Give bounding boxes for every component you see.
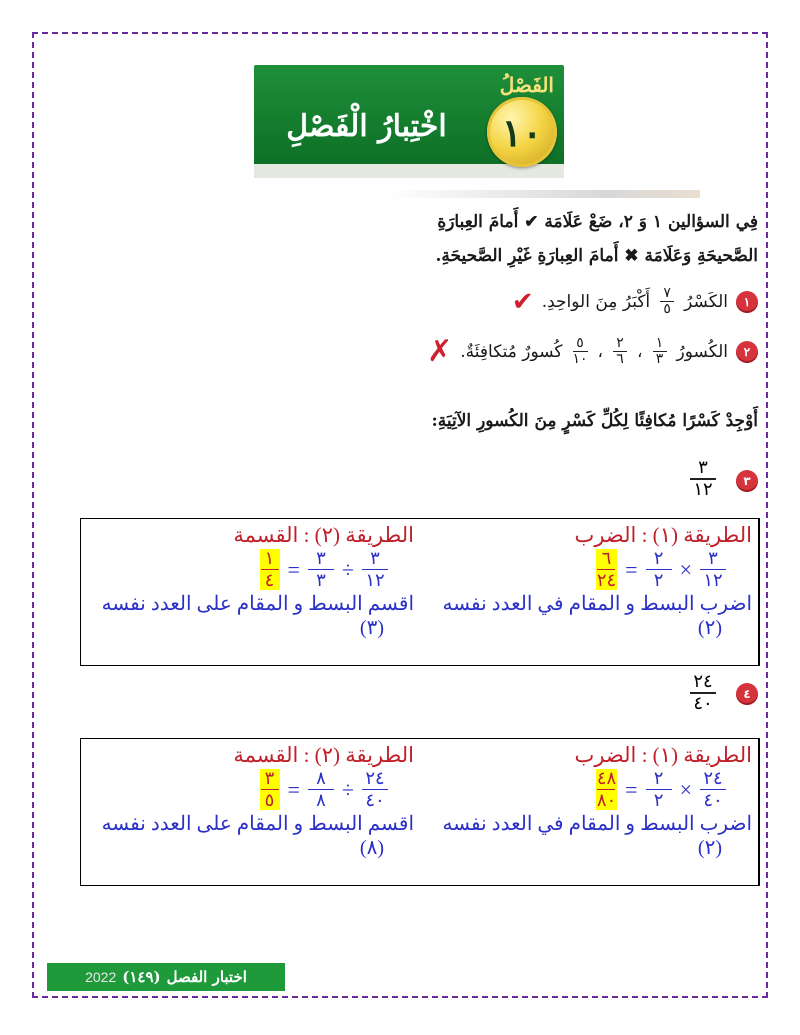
- chapter-label: الفَصْلُ: [499, 73, 554, 97]
- method-expression: [426, 769, 752, 810]
- fraction-numerator: ٦: [601, 548, 612, 568]
- instruction-shade: [386, 190, 700, 198]
- question-text-after: كُسورٌ مُتكافِئَةٌ.: [460, 341, 563, 362]
- fraction-numerator: ٨: [316, 768, 326, 788]
- fraction-denominator: ٤٠: [365, 790, 385, 810]
- fraction-denominator: ٤: [264, 570, 275, 590]
- method-title: الطريقة (١) : الضرب: [574, 523, 752, 547]
- instruction-line-2: الصَّحيحَةِ وَعَلَامَة ✖ أَمامَ العِبارَةِ غَيْرِ الصَّحيحَةِ.: [435, 246, 758, 266]
- chapter-banner: [254, 65, 564, 178]
- footer-page: (١٤٩): [122, 968, 161, 986]
- equals-sign: =: [625, 776, 638, 802]
- original-fraction: [362, 549, 388, 590]
- fraction-denominator: ١٢: [703, 570, 723, 590]
- fraction-numerator: ٧: [663, 285, 671, 301]
- equals-sign: =: [625, 556, 638, 582]
- method-step: (٣): [359, 617, 384, 639]
- question-fraction: [613, 336, 627, 367]
- fraction-numerator: ٢: [653, 548, 664, 568]
- fraction-denominator: ١٢: [365, 570, 385, 590]
- footer-year: 2022: [85, 969, 117, 985]
- method-description: اقسم البسط و المقام على العدد نفسه: [101, 593, 414, 615]
- section-heading: أَوْجِدْ كَسْرًا مُكافِئًا لِكُلِّ كَسْرٍ مِنَ الكُسورِ الآتِيَةِ:: [431, 411, 758, 431]
- problem-4-fraction: [690, 672, 716, 714]
- method-step: (٢): [697, 617, 722, 639]
- fraction-denominator: ١٢: [693, 479, 713, 500]
- result-fraction: [596, 549, 617, 590]
- equals-sign: =: [287, 556, 300, 582]
- fraction-numerator: ٢٤: [703, 768, 723, 788]
- question-number-badge: ١: [736, 291, 758, 313]
- page-footer: [47, 963, 285, 991]
- method-description: اقسم البسط و المقام على العدد نفسه: [101, 813, 414, 835]
- fraction-numerator: ٢٤: [693, 671, 713, 692]
- divide-sign: ÷: [341, 776, 354, 802]
- cross-mark-icon: ✗: [427, 334, 453, 369]
- question-fraction: [653, 336, 667, 367]
- method-step: (٨): [359, 837, 384, 859]
- original-fraction: [700, 769, 726, 810]
- question-text-after: أَكْبَرُ مِنَ الواحِدِ.: [541, 291, 651, 312]
- method-expression: [87, 549, 414, 590]
- question-fraction: [573, 336, 588, 367]
- fraction-denominator: ٢: [653, 570, 664, 590]
- footer-label: اختبار الفصل: [166, 968, 247, 986]
- fraction-numerator: ١: [655, 335, 664, 351]
- original-fraction: [362, 769, 388, 810]
- fraction-denominator: ٥: [264, 790, 275, 810]
- multiply-sign: ×: [679, 556, 692, 582]
- fraction-denominator: ٢: [653, 790, 664, 810]
- method-expression: [426, 549, 752, 590]
- method-title: الطريقة (٢) : القسمة: [233, 523, 414, 547]
- instructions: [328, 205, 758, 273]
- chapter-number-medal: ١٠: [487, 97, 557, 167]
- question-text-before: الكُسورُ: [676, 341, 728, 362]
- fraction-numerator: ٣: [698, 457, 708, 478]
- method-expression: [87, 769, 414, 810]
- instruction-line-1: فِي السؤالين ١ وَ ٢، ضَعْ عَلَامَة ✔ أَمامَ العِبارَةِ: [437, 212, 758, 232]
- fraction-numerator: ٥: [576, 335, 584, 351]
- fraction-denominator: ٣: [655, 351, 664, 367]
- fraction-numerator: ٣: [316, 548, 326, 568]
- fraction-numerator: ٣: [264, 768, 275, 788]
- result-fraction: [260, 769, 280, 810]
- fraction-denominator: ٨: [316, 790, 326, 810]
- problem-3-fraction: [690, 458, 716, 500]
- multiply-sign: ×: [679, 776, 692, 802]
- fraction-numerator: ٣: [370, 548, 380, 568]
- operand-fraction: [646, 769, 672, 810]
- method-title: الطريقة (٢) : القسمة: [233, 743, 414, 767]
- fraction-denominator: ٥: [663, 301, 671, 317]
- method-division-cell: [81, 519, 420, 665]
- method-description: اضرب البسط و المقام في العدد نفسه: [442, 813, 752, 835]
- fraction-numerator: ١: [264, 548, 275, 568]
- problem-3-badge: ٣: [736, 470, 758, 492]
- operand-fraction: [308, 549, 334, 590]
- question-number-badge: ٢: [736, 341, 758, 363]
- operand-fraction: [308, 769, 334, 810]
- chapter-title: اخْتِبارُ الْفَصْلِ: [286, 109, 447, 144]
- operand-fraction: [646, 549, 672, 590]
- fraction-denominator: ٤٠: [693, 693, 713, 714]
- problem-3-methods-table: [80, 518, 760, 666]
- method-multiplication-cell: [420, 519, 759, 665]
- method-multiplication-cell: [420, 739, 759, 885]
- check-mark-icon: ✔: [511, 286, 534, 317]
- original-fraction: [700, 549, 726, 590]
- fraction-denominator: ١٠: [572, 351, 588, 367]
- fraction-numerator: ٢٤: [365, 768, 385, 788]
- fraction-denominator: ٦: [616, 351, 624, 367]
- method-division-cell: [81, 739, 420, 885]
- result-fraction: [596, 769, 617, 810]
- equals-sign: =: [287, 776, 300, 802]
- method-step: (٢): [697, 837, 722, 859]
- problem-4-methods-table: [80, 738, 760, 886]
- fraction-denominator: ٤٠: [703, 790, 723, 810]
- problem-4-badge: ٤: [736, 683, 758, 705]
- fraction-numerator: ٢: [653, 768, 664, 788]
- method-title: الطريقة (١) : الضرب: [574, 743, 752, 767]
- fraction-numerator: ٢: [616, 335, 624, 351]
- fraction-numerator: ٤٨: [596, 768, 617, 788]
- divide-sign: ÷: [341, 556, 354, 582]
- result-fraction: [260, 549, 280, 590]
- question-2: ٢ الكُسورُ $\frac{١}{٣}$ ، $\frac{٢}{٦}$ ، $\frac{٥}{١٠}$ كُسورٌ مُتكافِئَةٌ. ✗: [427, 334, 758, 369]
- question-1: [512, 286, 758, 317]
- fraction-denominator: ٨٠: [596, 790, 617, 810]
- fraction-denominator: ٣: [316, 570, 326, 590]
- question-text-before: الكَسْرُ: [684, 291, 728, 312]
- fraction-numerator: ٣: [708, 548, 718, 568]
- method-description: اضرب البسط و المقام في العدد نفسه: [442, 593, 752, 615]
- question-fraction: [660, 286, 674, 317]
- fraction-denominator: ٢٤: [596, 570, 617, 590]
